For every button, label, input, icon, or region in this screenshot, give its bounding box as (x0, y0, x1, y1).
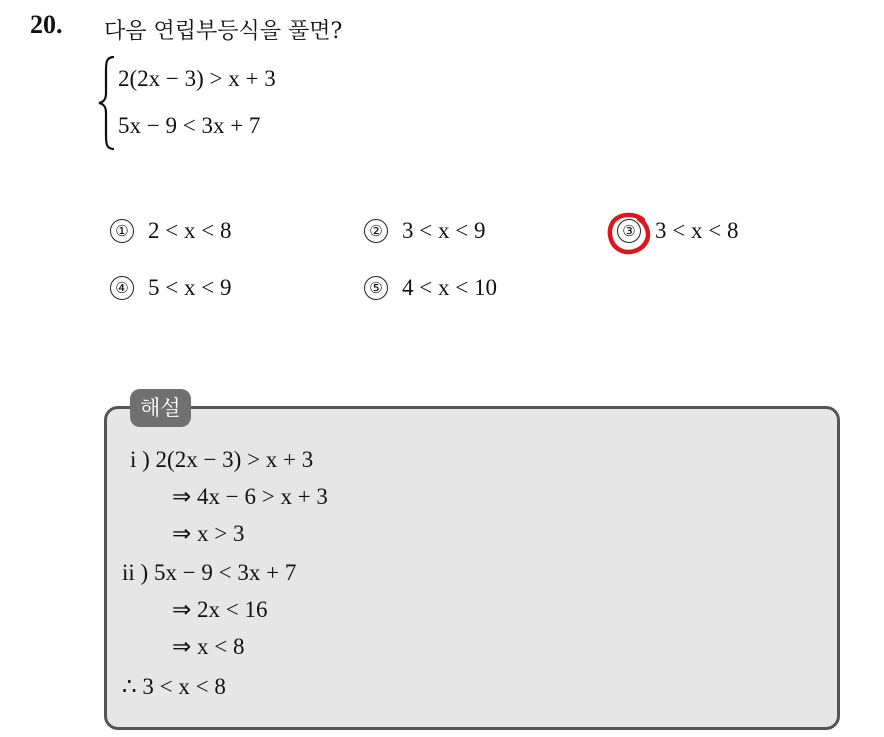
question-number: 20. (30, 10, 63, 39)
inequality-1: 2(2x − 3) > x + 3 (118, 66, 276, 91)
solution-line-6: ⇒ x < 8 (172, 634, 245, 659)
solution-line-3: ⇒ x > 3 (172, 521, 245, 546)
solution-line-7: ∴ 3 < x < 8 (122, 674, 226, 699)
question-prompt: 다음 연립부등식을 풀면? (104, 19, 343, 44)
choice-1-number: ① (110, 219, 134, 243)
choice-3-text: 3 < x < 8 (655, 218, 739, 243)
choice-1[interactable] (110, 218, 231, 244)
solution-label: 해설 (130, 389, 191, 427)
solution-line-5: ⇒ 2x < 16 (172, 597, 268, 622)
choice-4-text: 5 < x < 9 (148, 275, 232, 300)
choice-2-number: ② (364, 219, 388, 243)
choice-4-number: ④ (110, 276, 134, 300)
choice-1-text: 2 < x < 8 (148, 218, 232, 243)
solution-line-4: ii ) 5x − 9 < 3x + 7 (122, 560, 297, 585)
solution-line-1: i ) 2(2x − 3) > x + 3 (130, 447, 314, 472)
solution-line-2: ⇒ 4x − 6 > x + 3 (172, 484, 328, 509)
choice-2-text: 3 < x < 9 (402, 218, 486, 243)
choice-4[interactable] (110, 275, 231, 301)
choice-5-text: 4 < x < 10 (402, 275, 497, 300)
choice-5-number: ⑤ (364, 276, 388, 300)
left-brace (96, 55, 116, 151)
choice-5[interactable] (364, 275, 497, 301)
choice-3-number: ③ (617, 219, 641, 243)
answer-circle-mark (605, 210, 651, 256)
inequality-2: 5x − 9 < 3x + 7 (118, 113, 261, 138)
choice-2[interactable] (364, 218, 485, 244)
